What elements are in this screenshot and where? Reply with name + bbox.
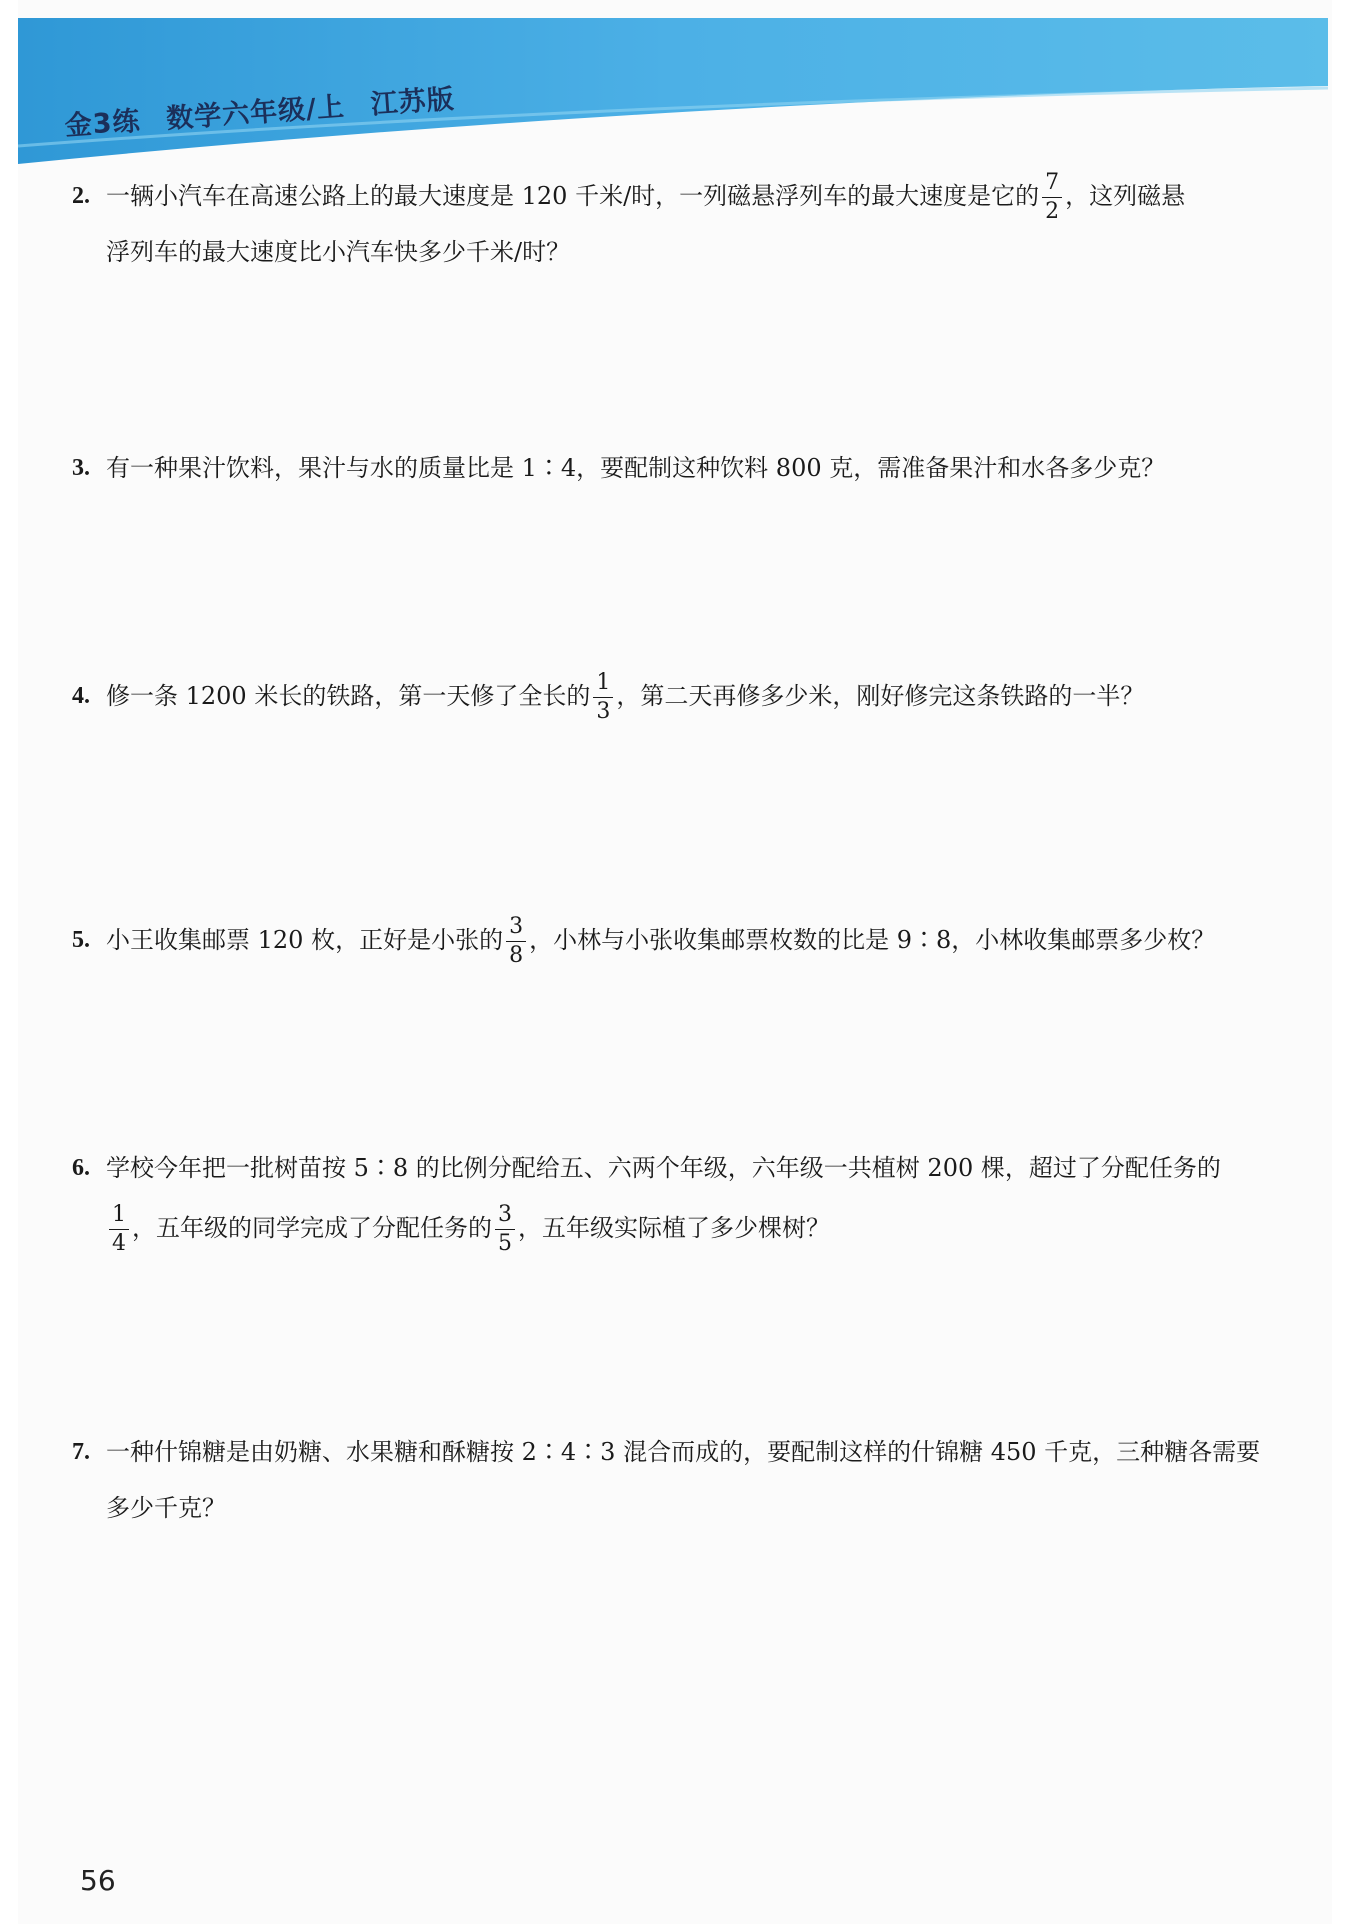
fraction-denominator: 4 — [112, 1231, 126, 1256]
fraction-numerator: 3 — [495, 1204, 515, 1230]
fraction — [1042, 172, 1062, 223]
question-text: 一种什锦糖是由奶糖、水果糖和酥糖按 2∶4∶3 混合而成的，要配制这样的什锦糖 450 千克，三种糖各需要 — [106, 1438, 1261, 1466]
fraction-denominator: 5 — [498, 1231, 512, 1256]
question-text — [106, 912, 1272, 968]
question-number: 5. — [72, 927, 90, 953]
fraction-denominator: 8 — [509, 943, 524, 968]
question-text-line2: 浮列车的最大速度比小汽车快多少千米/时？ — [106, 238, 571, 266]
subject-label: 数学六年级/上 — [165, 91, 346, 135]
question-7 — [72, 1424, 1272, 1536]
header-band — [18, 18, 1328, 168]
question-text-part: ，小林与小张收集邮票枚数的比是 9∶8，小林收集邮票多少枚？ — [529, 926, 1216, 954]
question-text-line2: 多少千克？ — [106, 1494, 226, 1522]
question-3 — [72, 440, 1272, 496]
question-text: 有一种果汁饮料，果汁与水的质量比是 1∶4，要配制这种饮料 800 克，需准备果汁和水各多少克？ — [106, 454, 1166, 482]
question-2 — [72, 168, 1272, 280]
question-4 — [72, 668, 1272, 724]
question-text — [106, 668, 1272, 724]
question-number: 7. — [72, 1439, 90, 1465]
fraction-numerator: 1 — [593, 672, 613, 698]
question-number: 2. — [72, 183, 90, 209]
question-text-part: ，五年级实际植了多少棵树？ — [518, 1214, 830, 1242]
fraction — [593, 672, 613, 723]
question-6 — [72, 1140, 1272, 1260]
edition-label: 江苏版 — [369, 83, 456, 121]
question-text-part: ，五年级的同学完成了分配任务的 — [132, 1214, 492, 1242]
question-text-part: ，第二天再修多少米，刚好修完这条铁路的一半？ — [616, 682, 1145, 710]
fraction-denominator: 3 — [596, 699, 611, 724]
question-text-part: 修一条 1200 米长的铁路，第一天修了全长的 — [106, 682, 591, 710]
question-5 — [72, 912, 1272, 968]
fraction — [506, 916, 526, 967]
fraction-numerator: 1 — [109, 1204, 129, 1230]
question-text-part: 小王收集邮票 120 枚，正好是小张的 — [106, 926, 504, 954]
question-number: 4. — [72, 683, 90, 709]
page-number: 56 — [80, 1864, 116, 1897]
fraction — [495, 1204, 515, 1255]
question-number: 6. — [72, 1155, 90, 1181]
question-text-part: ，这列磁悬 — [1065, 182, 1186, 210]
question-text: 学校今年把一批树苗按 5∶8 的比例分配给五、六两个年级，六年级一共植树 200 棵，超过了分配任务的 — [106, 1154, 1221, 1182]
question-text-line2 — [106, 1196, 1272, 1260]
question-text — [106, 168, 1272, 224]
fraction — [109, 1204, 129, 1255]
question-text-part: 一辆小汽车在高速公路上的最大速度是 120 千米/时，一列磁悬浮列车的最大速度是它的 — [106, 182, 1040, 210]
fraction-numerator: 3 — [506, 916, 526, 942]
brand-label: 金3练 — [63, 105, 142, 143]
fraction-numerator: 7 — [1042, 172, 1062, 198]
question-number: 3. — [72, 455, 90, 481]
fraction-denominator: 2 — [1045, 199, 1060, 224]
